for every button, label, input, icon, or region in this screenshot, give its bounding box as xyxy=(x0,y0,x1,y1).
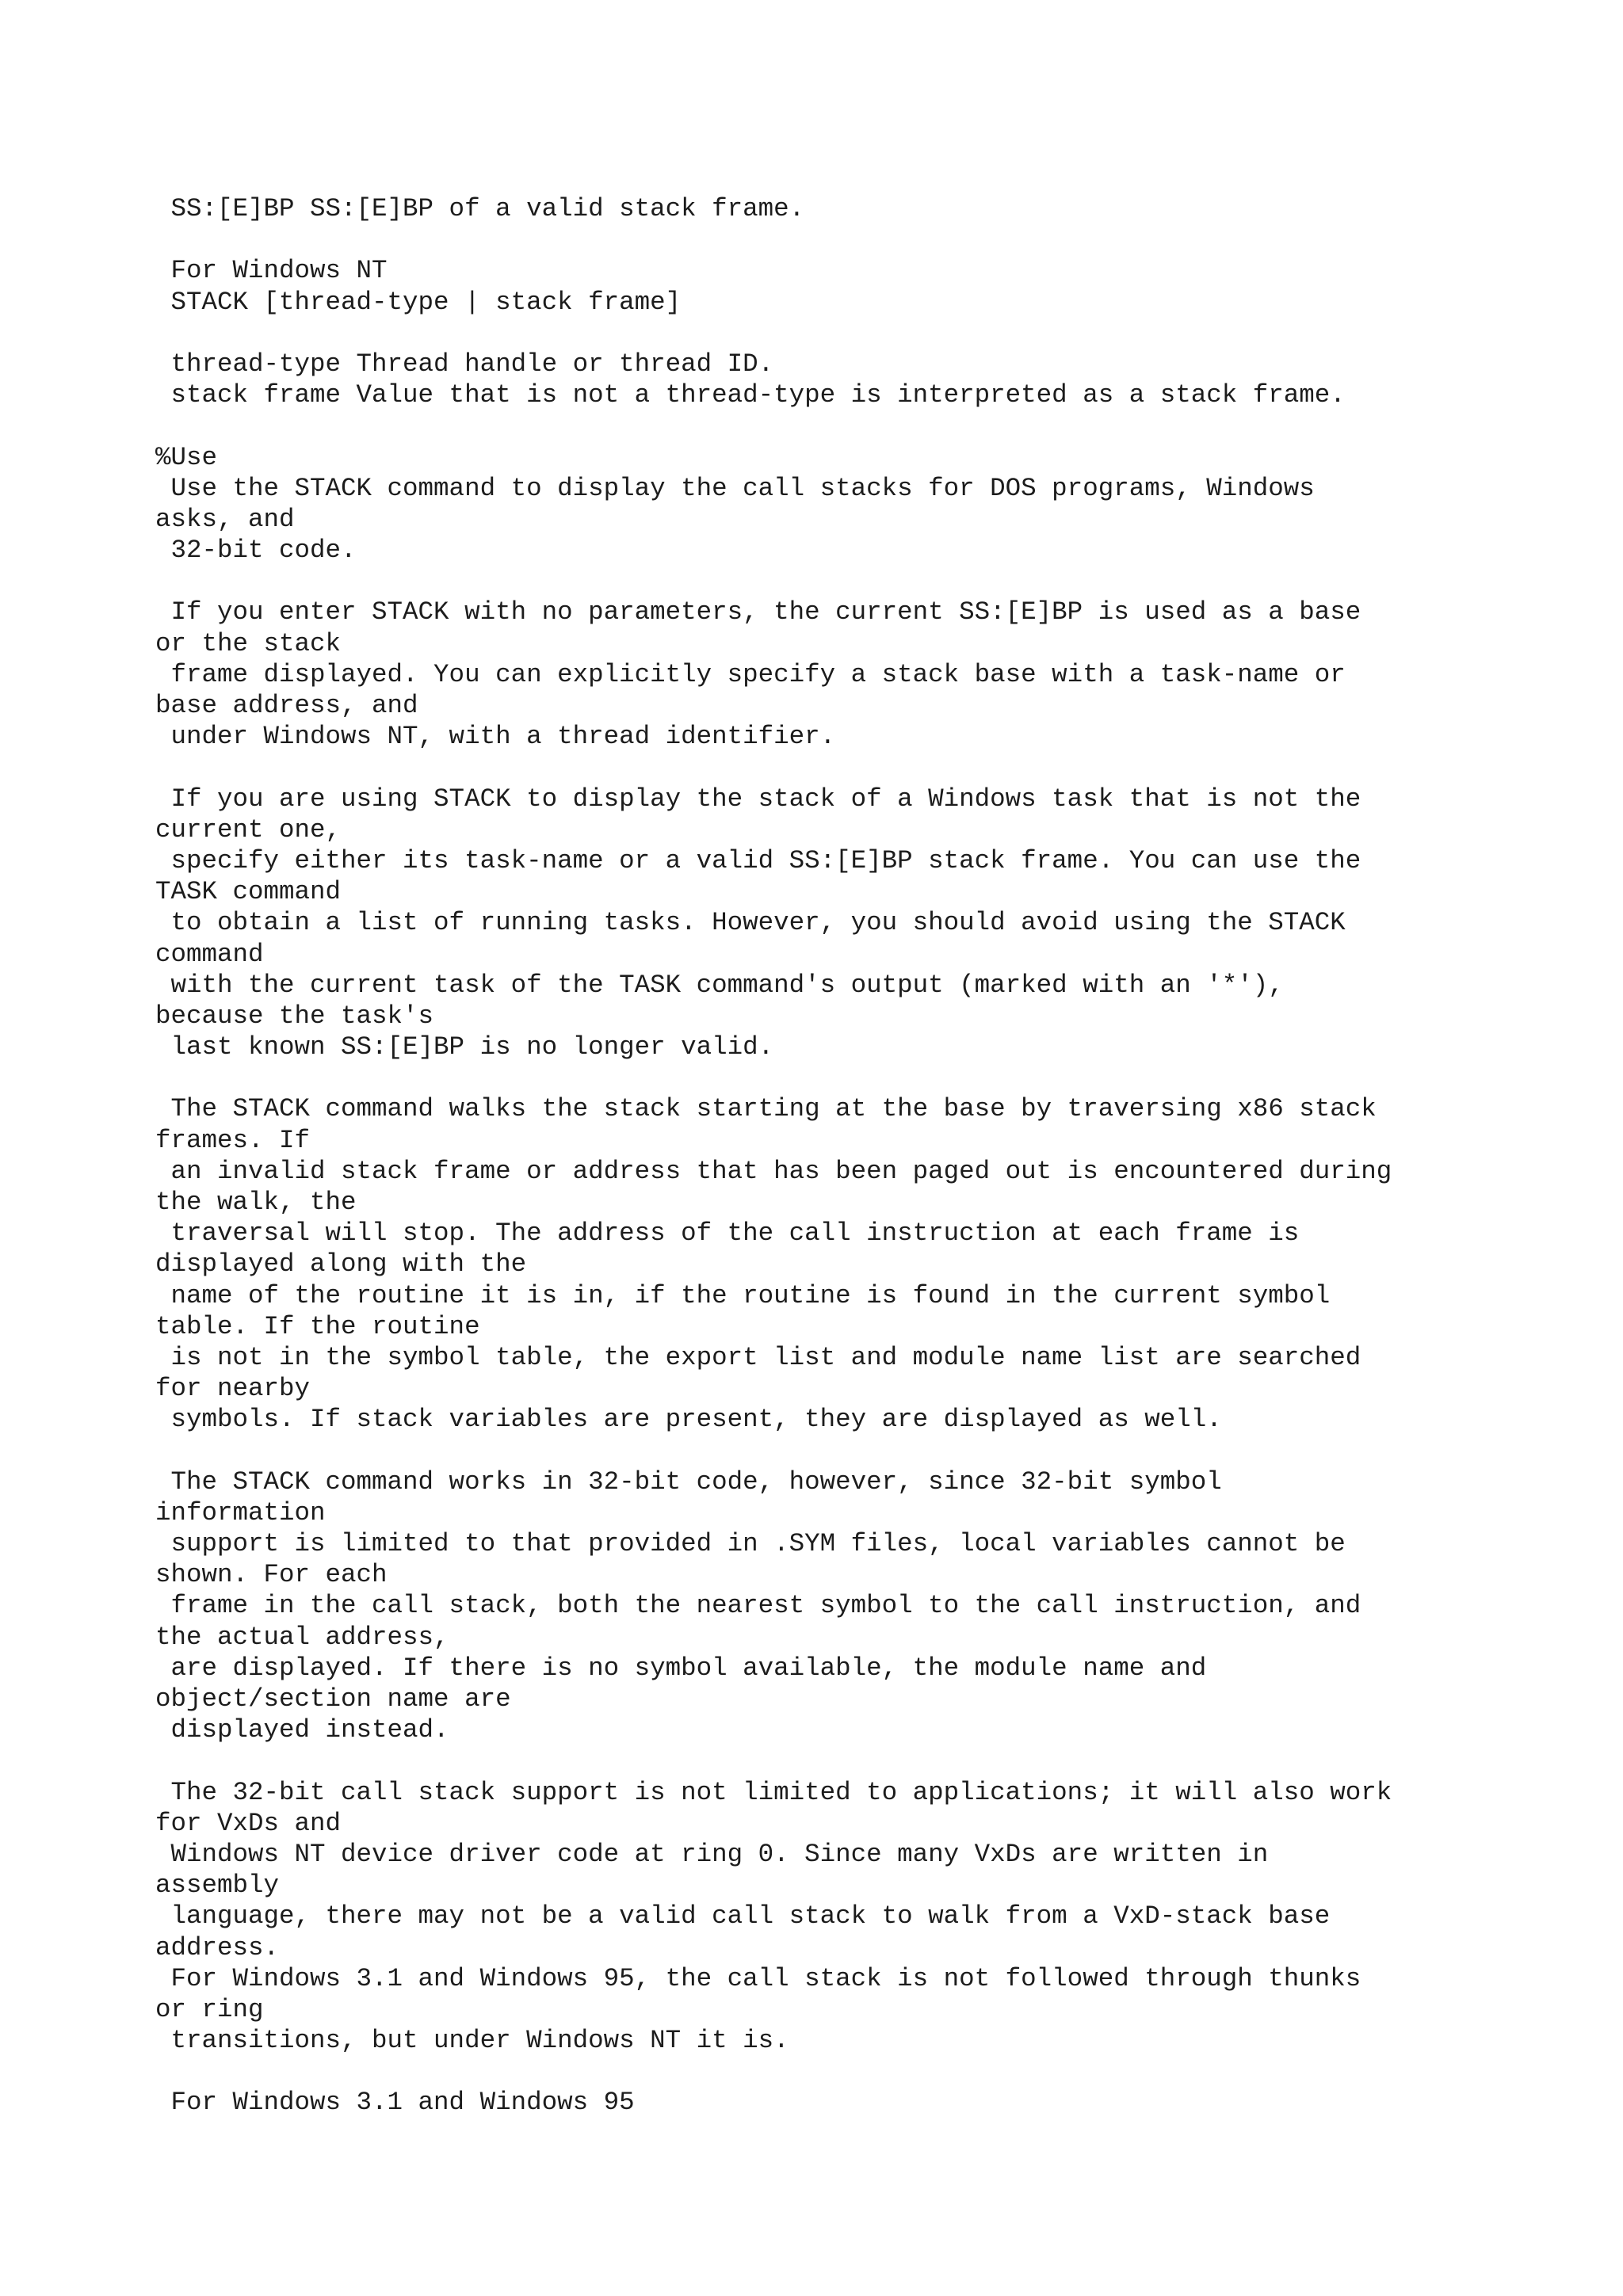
text-line: the walk, the xyxy=(155,1188,357,1217)
text-line: shown. For each xyxy=(155,1560,388,1590)
text-line: under Windows NT, with a thread identifier. xyxy=(155,722,836,752)
text-line: frame displayed. You can explicitly specify a stack base with a task-name or xyxy=(155,659,1346,689)
text-line: transitions, but under Windows NT it is. xyxy=(155,2026,789,2056)
text-line: because the task's xyxy=(155,1001,434,1031)
text-line: name of the routine it is in, if the routine is found in the current symbol xyxy=(155,1280,1331,1310)
text-line: table. If the routine xyxy=(155,1311,480,1341)
text-line: assembly xyxy=(155,1871,280,1901)
text-line: The STACK command walks the stack starting at the base by traversing x86 stack xyxy=(155,1094,1377,1124)
text-line: displayed instead. xyxy=(155,1715,449,1745)
text-line: displayed along with the xyxy=(155,1249,527,1280)
text-line: support is limited to that provided in .SYM files, local variables cannot be xyxy=(155,1529,1346,1559)
text-line: symbols. If stack variables are present, they are displayed as well. xyxy=(155,1405,1222,1435)
text-line: to obtain a list of running tasks. However, you should avoid using the STACK xyxy=(155,908,1346,938)
text-line: information xyxy=(155,1497,326,1527)
text-line: address. xyxy=(155,1932,280,1962)
text-line: specify either its task-name or a valid SS:[E]BP stack frame. You can use the xyxy=(155,845,1361,875)
text-line: stack frame Value that is not a thread-type is interpreted as a stack frame. xyxy=(155,380,1346,410)
text-line: for VxDs and xyxy=(155,1808,342,1838)
text-line: SS:[E]BP SS:[E]BP of a valid stack frame. xyxy=(155,194,805,223)
blank-line xyxy=(155,752,1582,783)
blank-line xyxy=(155,2056,1582,2087)
text-line: TASK command xyxy=(155,877,342,907)
text-line: asks, and xyxy=(155,504,295,534)
blank-line xyxy=(155,1745,1582,1776)
text-line: is not in the symbol table, the export list and module name list are searched xyxy=(155,1342,1361,1372)
blank-line xyxy=(155,318,1582,349)
text-line: 32-bit code. xyxy=(155,536,357,566)
text-line: For Windows 3.1 and Windows 95 xyxy=(155,2088,635,2118)
text-line: Use the STACK command to display the call stacks for DOS programs, Windows xyxy=(155,473,1315,503)
text-line: for nearby xyxy=(155,1374,311,1404)
text-line: the actual address, xyxy=(155,1622,449,1652)
blank-line xyxy=(155,1436,1582,1466)
text-line: If you are using STACK to display the stack of a Windows task that is not the xyxy=(155,784,1361,814)
text-line: If you enter STACK with no parameters, the current SS:[E]BP is used as a base xyxy=(155,597,1361,627)
blank-line xyxy=(155,410,1582,441)
text-line: an invalid stack frame or address that has been paged out is encountered during xyxy=(155,1156,1392,1186)
text-line: frames. If xyxy=(155,1125,311,1155)
text-line: language, there may not be a valid call stack to walk from a VxD-stack base xyxy=(155,1901,1331,1932)
text-line: For Windows 3.1 and Windows 95, the call stack is not followed through thunks xyxy=(155,1963,1361,1993)
text-line: command xyxy=(155,939,264,969)
text-line: or ring xyxy=(155,1994,264,2024)
document-body xyxy=(155,193,1582,2119)
text-line: %Use xyxy=(155,442,218,472)
text-line: base address, and xyxy=(155,691,418,720)
text-line: STACK [thread-type | stack frame] xyxy=(155,287,682,317)
text-line: The 32-bit call stack support is not limited to applications; it will also work xyxy=(155,1777,1392,1807)
text-line: thread-type Thread handle or thread ID. xyxy=(155,349,774,379)
blank-line xyxy=(155,566,1582,597)
text-line: last known SS:[E]BP is no longer valid. xyxy=(155,1032,774,1062)
text-line: traversal will stop. The address of the call instruction at each frame is xyxy=(155,1219,1300,1249)
text-line: or the stack xyxy=(155,628,342,658)
text-line: are displayed. If there is no symbol available, the module name and xyxy=(155,1653,1207,1683)
text-line: with the current task of the TASK command's output (marked with an '*'), xyxy=(155,970,1284,1000)
text-line: current one, xyxy=(155,814,342,845)
text-line: object/section name are xyxy=(155,1684,511,1714)
blank-line xyxy=(155,1062,1582,1093)
text-line: Windows NT device driver code at ring 0. Since many VxDs are written in xyxy=(155,1839,1269,1869)
text-line: The STACK command works in 32-bit code, however, since 32-bit symbol xyxy=(155,1466,1222,1497)
blank-line xyxy=(155,224,1582,255)
text-line: For Windows NT xyxy=(155,256,388,286)
text-line: frame in the call stack, both the nearest symbol to the call instruction, and xyxy=(155,1591,1361,1621)
